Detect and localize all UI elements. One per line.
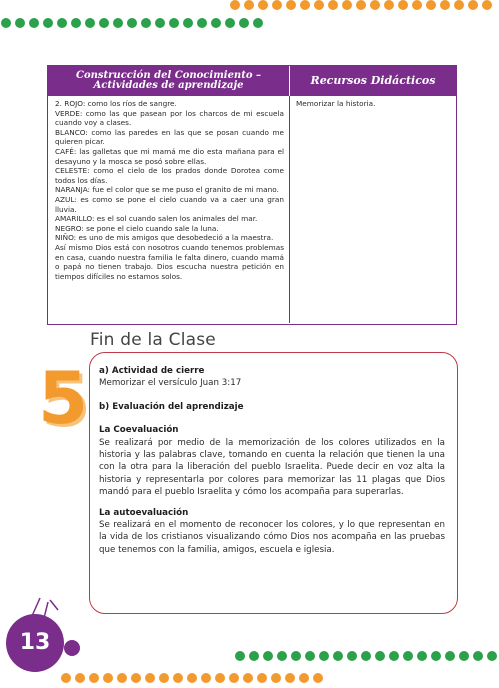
- closing-activity-text: Memorizar el versículo Juan 3:17: [99, 378, 242, 389]
- decorative-dots-orange-top: [229, 0, 499, 12]
- activity-line: AMARILLO: es el sol cuando salen los animales del mar.: [55, 214, 258, 224]
- activity-line: NEGRO: se pone el cielo cuando sale la luna.: [55, 223, 219, 233]
- activity-line: BLANCO: como las paredes en las que se posan cuando me quieren picar.: [55, 127, 284, 147]
- activity-line: CAFÉ: las galletas que mi mamá me dio esta mañana para el desayuno y la mosca se posó sobre ellas.: [55, 146, 284, 166]
- table-header: [48, 66, 456, 96]
- activity-line: AZUL: es como se pone el cielo cuando va a caer una gran lluvia.: [55, 194, 284, 214]
- resources-cell: Memorizar la historia.: [296, 99, 376, 108]
- selfevaluation-heading: La autoevaluación: [99, 507, 189, 518]
- activities-table: [47, 65, 457, 325]
- page-number: 13: [6, 614, 64, 672]
- selfevaluation-text: Se realizará en el momento de reconocer los colores, y lo que representan en la vida de los cristianos visualizando cómo Dios nos acompaña en las pruebas que tenemos con la familia, amigos, escuela e iglesia.: [99, 520, 445, 555]
- header-resources: Recursos Didácticos: [310, 74, 436, 87]
- activity-line: NARANJA: fue el color que se me puso el granito de mi mano.: [55, 185, 279, 195]
- activity-line: CELESTE: como el cielo de los prados donde Dorotea come todos los días.: [55, 166, 284, 185]
- activity-line: 2. ROJO: como los ríos de sangre.: [55, 99, 177, 108]
- decorative-dot: [64, 640, 80, 656]
- decorative-dots-green-bottom: [234, 650, 499, 662]
- activity-line: NIÑO: es uno de mis amigos que desobedeció a la maestra.: [55, 233, 274, 243]
- evaluation-heading: b) Evaluación del aprendizaje: [99, 401, 244, 412]
- decorative-dots-orange-bottom: [60, 672, 325, 684]
- closing-activity-heading: a) Actividad de cierre: [99, 366, 205, 376]
- section-number: 5: [38, 356, 89, 440]
- coevaluation-text: Se realizará por medio de la memorización de los colores utilizados en la historia y las palabras clave, tomando en cuenta la relación que tienen la una con la otra para la liberación del pueblo Israelita. Puede decir en voz alta la historia y representarla por colores para memorizar las 11 plagas que Dios mandó para el pueblo Israelita y cómo los acompaña para superarlas.: [99, 437, 445, 498]
- activities-cell: [48, 96, 290, 323]
- section-title: Fin de la Clase: [90, 330, 216, 350]
- coevaluation-heading: La Coevaluación: [99, 425, 179, 436]
- activity-line: Así mismo Dios está con nosotros cuando tenemos problemas en casa, cuando nuestra familia le falta dinero, cuando mamá o papá no tienen trabajo. Dios escucha nuestra petición en tiempos difíciles no estamos solos.: [55, 242, 284, 281]
- activity-line: VERDE: como las que pasean por los charcos de mi escuela cuando voy a clases.: [55, 108, 284, 128]
- decorative-dots-green-top: [0, 17, 270, 29]
- closing-box: [89, 352, 458, 614]
- header-activities: Construcción del Conocimiento – Actividades de aprendizaje: [48, 66, 290, 96]
- table-body: [48, 96, 456, 323]
